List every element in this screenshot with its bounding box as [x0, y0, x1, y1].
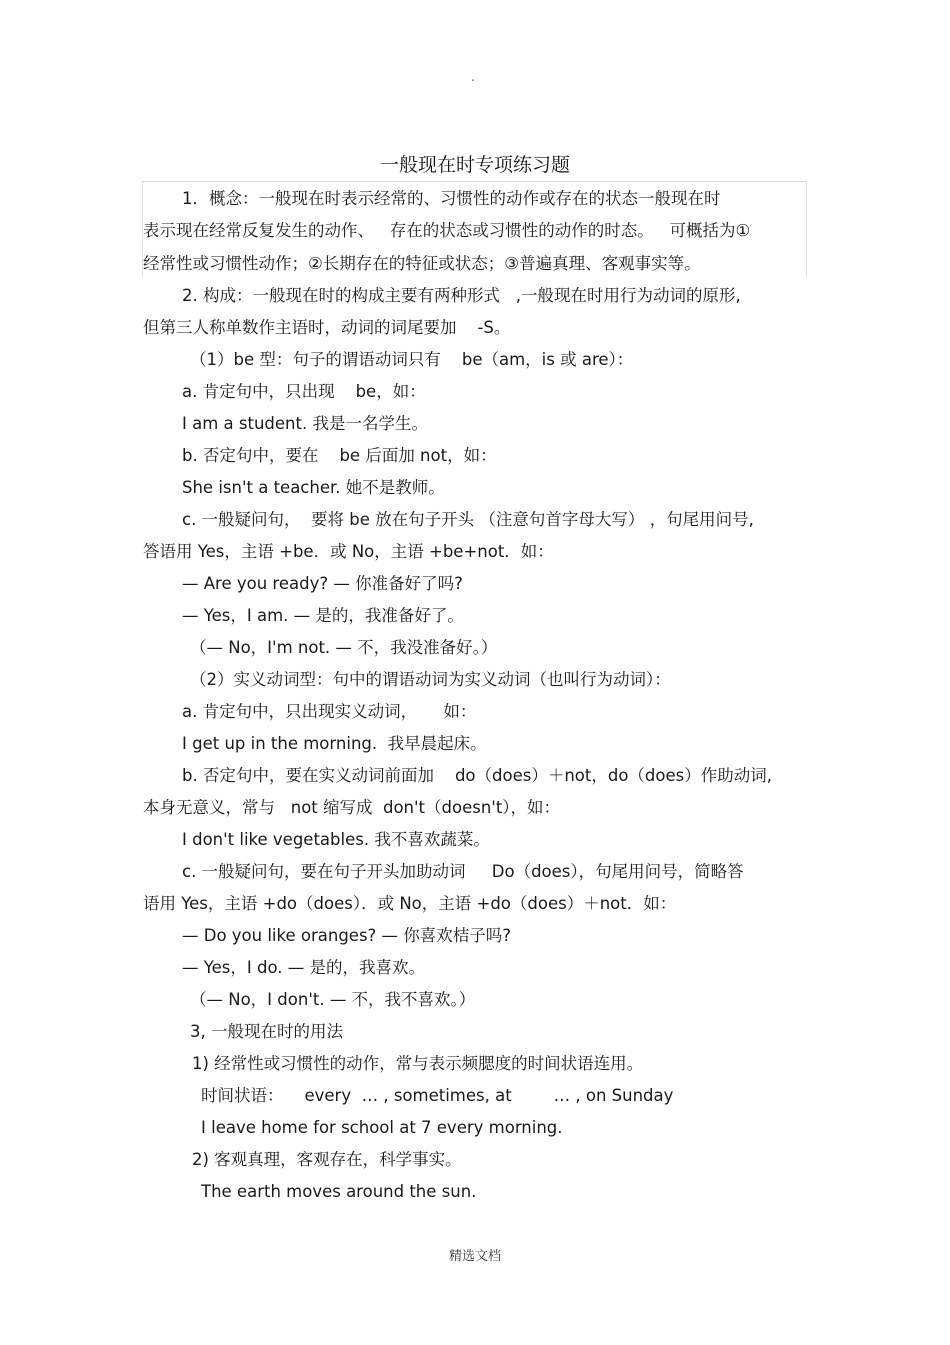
text-line: 2) 客观真理，客观存在，科学事实。 — [192, 1150, 462, 1169]
text-line: 3, 一般现在时的用法 — [190, 1022, 343, 1041]
text-line: c. 一般疑问句，要在句子开头加助动词 Do（does），句尾用问号，简略答 — [182, 862, 744, 881]
text-line: The earth moves around the sun. — [201, 1182, 477, 1201]
text-line: — Are you ready? — 你准备好了吗? — [182, 574, 463, 593]
text-line: I get up in the morning. 我早晨起床。 — [182, 734, 487, 753]
text-line: 但第三人称单数作主语时，动词的词尾要加 -S。 — [143, 318, 511, 337]
text-line: b. 否定句中，要在实义动词前面加 do（does）＋not，do（does）作助动词, — [182, 766, 772, 785]
page-footer: 精选文档 — [448, 1249, 501, 1264]
page-title: 一般现在时专项练习题 — [379, 154, 570, 176]
text-line: I am a student. 我是一名学生。 — [182, 414, 428, 433]
text-line: （— No，I'm not. — 不，我没准备好。） — [190, 638, 498, 657]
text-line: b. 否定句中，要在 be 后面加 not，如： — [182, 446, 497, 465]
text-line: （2）实义动词型：句中的谓语动词为实义动词（也叫行为动词）： — [190, 670, 671, 689]
text-line: c. 一般疑问句， 要将 be 放在句子开头 （注意句首字母大写） ，句尾用问号, — [182, 510, 754, 529]
text-line: （— No，I don't. — 不，我不喜欢。） — [190, 990, 476, 1009]
text-line: 语用 Yes，主语 +do（does）．或 No，主语 +do（does）＋not．如： — [143, 894, 677, 913]
text-line: I don't like vegetables. 我不喜欢蔬菜。 — [182, 830, 490, 849]
header-mark: . — [471, 70, 475, 84]
text-line: — Do you like oranges? — 你喜欢桔子吗? — [182, 926, 512, 945]
text-line: a. 肯定句中，只出现 be，如： — [182, 382, 426, 401]
text-line: 时间状语： every … , sometimes, at … , on Sunday — [201, 1086, 674, 1105]
text-line: 本身无意义，常与 not 缩写成 don't（doesn't），如： — [143, 798, 561, 817]
text-line: She isn't a teacher. 她不是教师。 — [182, 478, 445, 497]
text-line: 答语用 Yes，主语 +be．或 No，主语 +be+not．如： — [143, 542, 554, 561]
text-line: 经常性或习惯性动作；②长期存在的特征或状态；③普遍真理、客观事实等。 — [143, 254, 701, 273]
text-line: 表示现在经常反复发生的动作、 存在的状态或习惯性的动作的时态。 可概括为① — [143, 221, 751, 240]
text-line: I leave home for school at 7 every morning. — [201, 1118, 563, 1137]
text-line: 2. 构成：一般现在时的构成主要有两种形式 ,一般现在时用行为动词的原形, — [182, 286, 741, 305]
text-line: a. 肯定句中，只出现实义动词， 如： — [182, 702, 477, 721]
text-line: （1）be 型：句子的谓语动词只有 be（am，is 或 are）： — [190, 350, 634, 369]
text-line: — Yes，I am. — 是的，我准备好了。 — [182, 606, 464, 625]
text-line: — Yes，I do. — 是的，我喜欢。 — [182, 958, 426, 977]
text-line: 1．概念：一般现在时表示经常的、习惯性的动作或存在的状态一般现在时 — [182, 189, 721, 208]
text-line: 1) 经常性或习惯性的动作，常与表示频腮度的时间状语连用。 — [192, 1054, 644, 1073]
